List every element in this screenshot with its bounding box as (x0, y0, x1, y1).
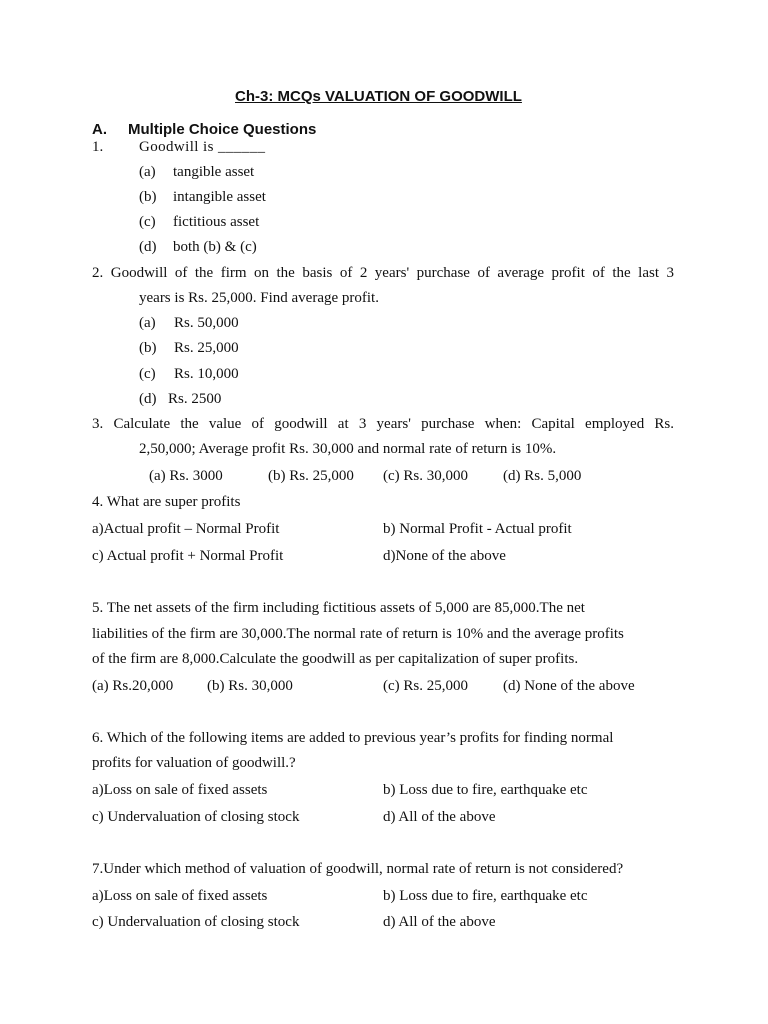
q1-text: Goodwill is ______ (139, 139, 266, 155)
q3-option: (c) Rs. 30,000 (383, 468, 468, 484)
q5-option: (c) Rs. 25,000 (383, 678, 468, 694)
q3-option: (b) Rs. 25,000 (268, 468, 354, 484)
q5-question-line: of the firm are 8,000.Calculate the goodwill as per capitalization of super profits. (92, 651, 579, 667)
q3-option: (a) Rs. 3000 (149, 468, 223, 484)
q2-option-text: Rs. 25,000 (174, 340, 239, 356)
q5-option: (d) None of the above (503, 678, 635, 694)
q7-option: c) Undervaluation of closing stock (92, 914, 300, 930)
q2-option-label: (d) (139, 391, 157, 407)
q4-option: d)None of the above (383, 548, 506, 564)
q6-question-line: 6. Which of the following items are added to previous year’s profits for finding normal (92, 730, 614, 746)
q1-option-label: (a) (139, 164, 156, 180)
q1-option-label: (b) (139, 189, 157, 205)
q2-option-text: Rs. 2500 (168, 391, 222, 407)
q2-question-line: 2. Goodwill of the firm on the basis of 2 years' purchase of average profit of the last 3 (92, 265, 674, 281)
q1-option-text: tangible asset (173, 164, 255, 180)
q2-option-label: (a) (139, 315, 156, 331)
q3-question-line: 3. Calculate the value of goodwill at 3 years' purchase when: Capital employed Rs. (92, 416, 674, 432)
q1-option-label: (c) (139, 214, 156, 230)
q6-option: b) Loss due to fire, earthquake etc (383, 782, 588, 798)
q7-question-line: 7.Under which method of valuation of goodwill, normal rate of return is not considered? (92, 861, 624, 877)
q5-option: (a) Rs.20,000 (92, 678, 174, 694)
q4-question: 4. What are super profits (92, 494, 241, 510)
q3-option: (d) Rs. 5,000 (503, 468, 582, 484)
q7-option: a)Loss on sale of fixed assets (92, 888, 268, 904)
q1-option-text: both (b) & (c) (173, 239, 257, 255)
q5-option: (b) Rs. 30,000 (207, 678, 293, 694)
q6-option: d) All of the above (383, 809, 496, 825)
q1-option-text: fictitious asset (173, 214, 260, 230)
q4-option: a)Actual profit – Normal Profit (92, 521, 280, 537)
q2-option-label: (b) (139, 340, 157, 356)
q6-option: a)Loss on sale of fixed assets (92, 782, 268, 798)
q1-number: 1. (92, 139, 104, 155)
q1-option-label: (d) (139, 239, 157, 255)
q6-question-line: profits for valuation of goodwill.? (92, 755, 296, 771)
q5-question-line: liabilities of the firm are 30,000.The normal rate of return is 10% and the average profits (92, 626, 624, 642)
page-title: Ch-3: MCQs VALUATION OF GOODWILL (235, 88, 522, 105)
q6-option: c) Undervaluation of closing stock (92, 809, 300, 825)
q4-option: b) Normal Profit - Actual profit (383, 521, 572, 537)
q3-question-line: 2,50,000; Average profit Rs. 30,000 and normal rate of return is 10%. (139, 441, 557, 457)
q5-question-line: 5. The net assets of the firm including fictitious assets of 5,000 are 85,000.The net (92, 600, 585, 616)
q2-option-text: Rs. 50,000 (174, 315, 239, 331)
q1-option-text: intangible asset (173, 189, 266, 205)
section-letter: A. (92, 121, 107, 138)
section-heading: Multiple Choice Questions (128, 121, 317, 138)
q7-option: d) All of the above (383, 914, 496, 930)
q7-option: b) Loss due to fire, earthquake etc (383, 888, 588, 904)
q2-option-label: (c) (139, 366, 156, 382)
q2-question-line: years is Rs. 25,000. Find average profit. (139, 290, 379, 306)
q2-option-text: Rs. 10,000 (174, 366, 239, 382)
q4-option: c) Actual profit + Normal Profit (92, 548, 284, 564)
